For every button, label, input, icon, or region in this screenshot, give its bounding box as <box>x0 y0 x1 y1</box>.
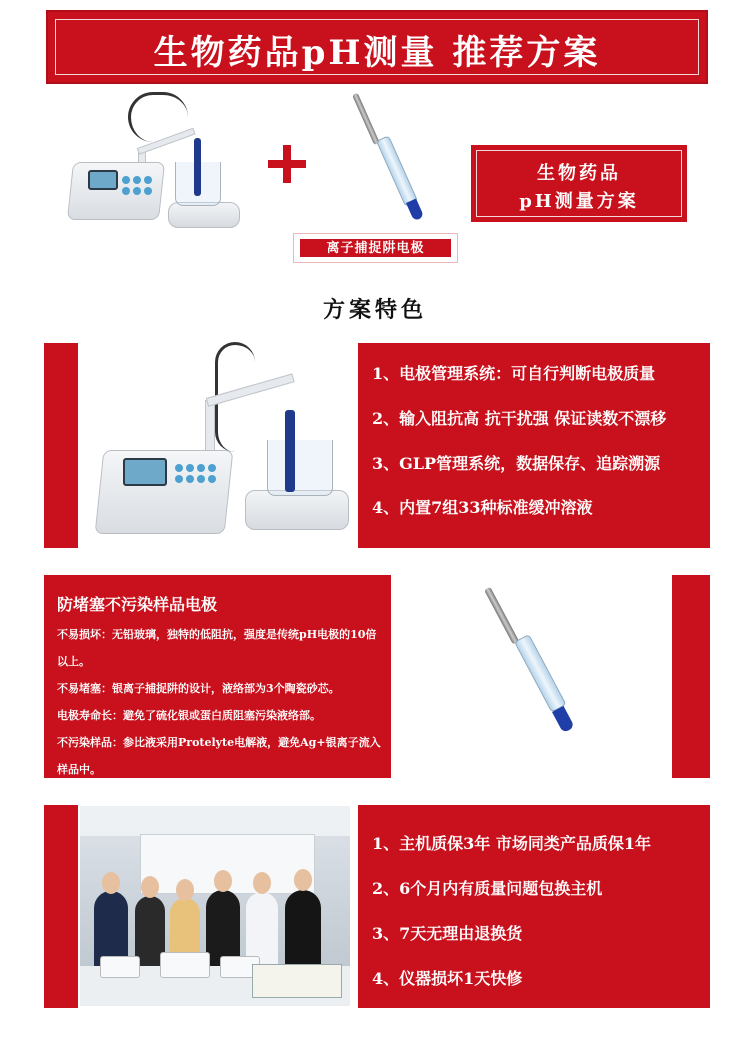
electrode-desc-line-1: 不易损坏：无铅玻璃，独特的低阻抗，强度是传统pH电极的10倍 <box>57 628 377 641</box>
features-left-strip <box>44 343 78 548</box>
ph-meter-large-image <box>95 340 355 545</box>
service-list <box>372 805 702 1008</box>
service-left-strip <box>44 805 78 1008</box>
electrode-label-text: 离子捕捉阱电极 <box>300 239 451 257</box>
electrode-label <box>293 233 458 263</box>
electrode-large-image <box>470 590 590 750</box>
scheme-box-line1: 生物药品 <box>537 163 621 184</box>
scheme-box-line2: pH测量方案 <box>519 191 639 212</box>
service-item-1: 1、主机质保3年 市场同类产品质保1年 <box>372 834 651 853</box>
page-title: 生物药品pH测量 推荐方案 <box>153 33 601 73</box>
features-heading: 方案特色 <box>322 297 427 323</box>
electrode-desc-line-5: 不污染样品：参比液采用Protelyte电解液，避免Ag+银离子流入 <box>57 736 381 749</box>
ph-meter-image <box>60 90 250 240</box>
service-item-4: 4、仪器损坏1天快修 <box>372 969 523 988</box>
electrode-section-title: 防堵塞不污染样品电极 <box>57 595 218 614</box>
electrode-right-strip <box>672 575 710 778</box>
feature-item-4: 4、内置7组33种标准缓冲溶液 <box>372 498 593 517</box>
feature-item-1: 1、电极管理系统：可自行判断电极质量 <box>372 364 656 383</box>
service-item-2: 2、6个月内有质量问题包换主机 <box>372 879 603 898</box>
electrode-desc-line-4: 电极寿命长：避免了硫化银或蛋白质阻塞污染液络部。 <box>57 709 321 722</box>
plus-icon-vertical <box>283 145 291 183</box>
exhibition-photo <box>80 806 350 1006</box>
feature-item-2: 2、输入阻抗高 抗干扰强 保证读数不漂移 <box>372 409 667 428</box>
electrode-desc-line-6: 样品中。 <box>57 763 101 776</box>
feature-item-3: 3、GLP管理系统，数据保存、追踪溯源 <box>372 454 661 473</box>
electrode-desc-line-3: 不易堵塞：银离子捕捉阱的设计，液络部为3个陶瓷砂芯。 <box>57 682 340 695</box>
title-banner <box>46 10 708 84</box>
electrode-desc-line-2: 以上。 <box>57 655 90 668</box>
service-item-3: 3、7天无理由退换货 <box>372 924 523 943</box>
features-list <box>372 343 702 548</box>
electrode-image <box>340 95 430 235</box>
scheme-box <box>471 145 687 222</box>
